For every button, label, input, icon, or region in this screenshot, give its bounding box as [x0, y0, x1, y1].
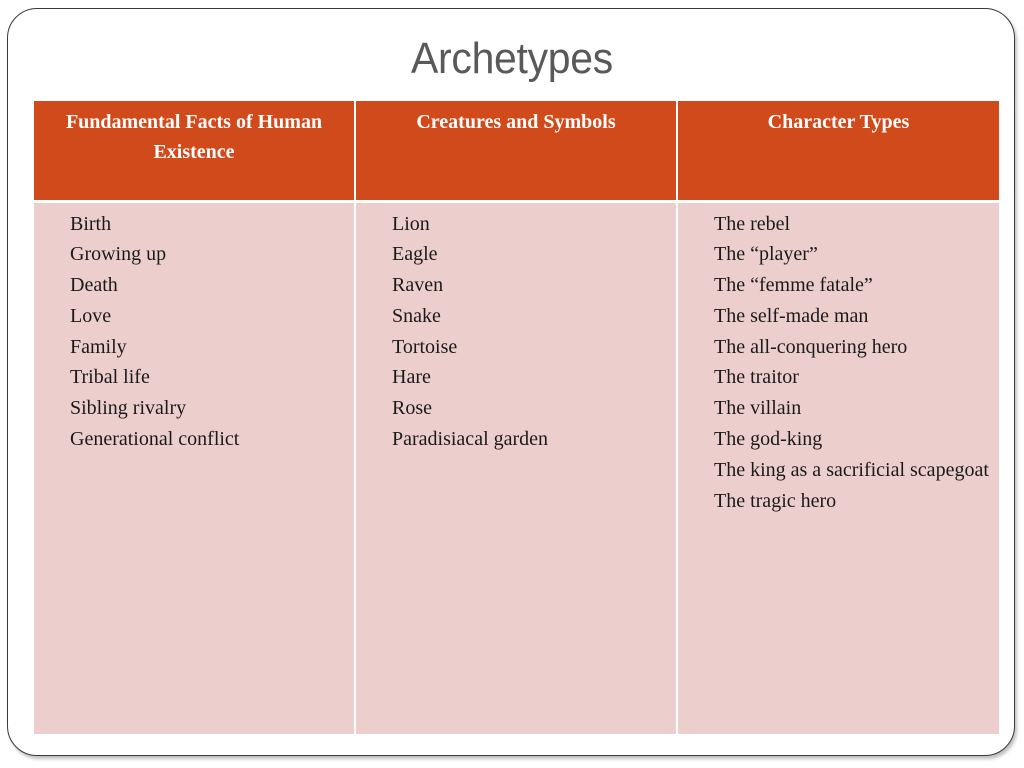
column-creatures-symbols [355, 201, 677, 734]
header-fundamental-facts: Fundamental Facts of Human Existence [34, 101, 355, 201]
list-item: The king as a sacrificial scapegoat [714, 458, 989, 481]
list-item: The all-conquering hero [714, 335, 908, 358]
list-item: Lion [392, 212, 430, 235]
list-item: Eagle [392, 243, 438, 266]
list-item: Snake [392, 304, 441, 327]
column-fundamental-facts [34, 201, 355, 734]
list-item: The god-king [714, 428, 823, 451]
header-character-types: Character Types [677, 101, 999, 201]
creatures-symbols-list [392, 209, 666, 455]
list-item: Family [70, 335, 127, 358]
list-item: Hare [392, 366, 431, 389]
list-item: Paradisiacal garden [392, 428, 549, 451]
list-item: Love [70, 304, 112, 327]
header-creatures-symbols: Creatures and Symbols [355, 101, 677, 201]
list-item: Growing up [70, 243, 167, 266]
list-item: Generational conflict [70, 428, 240, 451]
list-item: Rose [392, 397, 432, 420]
slide-title: Archetypes [411, 34, 613, 83]
list-item: Tortoise [392, 335, 458, 358]
archetypes-table [34, 101, 999, 734]
list-item: Tribal life [70, 366, 150, 389]
list-item: The rebel [714, 212, 791, 235]
list-item: The tragic hero [714, 489, 837, 512]
column-character-types [677, 201, 999, 734]
list-item: The “femme fatale” [714, 274, 873, 297]
list-item: Birth [70, 212, 112, 235]
list-item: The villain [714, 397, 802, 420]
list-item: The “player” [714, 243, 818, 266]
list-item: Death [70, 274, 118, 297]
list-item: Raven [392, 274, 444, 297]
table-header-row [34, 101, 999, 201]
table-body-row [34, 201, 999, 734]
list-item: The self-made man [714, 304, 869, 327]
character-types-list [714, 209, 989, 517]
list-item: The traitor [714, 366, 799, 389]
list-item: Sibling rivalry [70, 397, 187, 420]
fundamental-facts-list [70, 209, 344, 455]
